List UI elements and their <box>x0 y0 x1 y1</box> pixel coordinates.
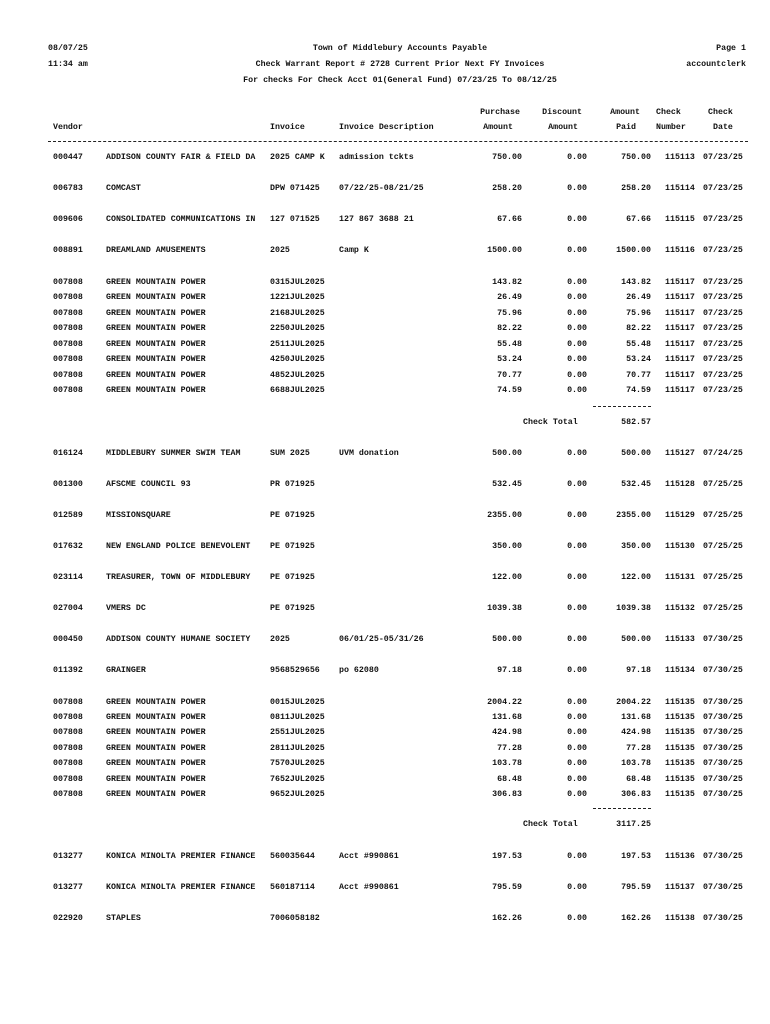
invoice-number: 2511JUL2025 <box>270 340 325 349</box>
vendor-name: CONSOLIDATED COMMUNICATIONS IN <box>106 215 256 224</box>
invoice-number: 560035644 <box>270 852 315 861</box>
discount-amount: 0.00 <box>567 355 587 364</box>
discount-amount: 0.00 <box>567 449 587 458</box>
check-number: 115133 <box>665 635 695 644</box>
vendor-id: 013277 <box>53 852 83 861</box>
amount-paid: 70.77 <box>626 371 651 380</box>
discount-amount: 0.00 <box>567 293 587 302</box>
amount-paid: 1500.00 <box>616 246 651 255</box>
purchase-amount: 26.49 <box>497 293 522 302</box>
check-number: 115117 <box>665 278 695 287</box>
invoice-number: PE 071925 <box>270 542 315 551</box>
check-number: 115132 <box>665 604 695 613</box>
amount-paid: 500.00 <box>621 449 651 458</box>
check-number: 115128 <box>665 480 695 489</box>
purchase-amount: 1500.00 <box>487 246 522 255</box>
check-number: 115138 <box>665 914 695 923</box>
purchase-amount: 74.59 <box>497 386 522 395</box>
page-number: Page 1 <box>716 44 746 53</box>
subtotal-rule <box>593 808 651 809</box>
vendor-id: 000447 <box>53 153 83 162</box>
invoice-number: 6688JUL2025 <box>270 386 325 395</box>
purchase-amount: 53.24 <box>497 355 522 364</box>
purchase-amount: 500.00 <box>492 449 522 458</box>
discount-amount: 0.00 <box>567 790 587 799</box>
vendor-name: GREEN MOUNTAIN POWER <box>106 759 206 768</box>
check-number: 115134 <box>665 666 695 675</box>
vendor-id: 007808 <box>53 340 83 349</box>
amount-paid: 500.00 <box>621 635 651 644</box>
purchase-amount: 97.18 <box>497 666 522 675</box>
purchase-amount: 55.48 <box>497 340 522 349</box>
vendor-id: 007808 <box>53 698 83 707</box>
vendor-id: 000450 <box>53 635 83 644</box>
check-date: 07/24/25 <box>703 449 743 458</box>
invoice-description: 06/01/25-05/31/26 <box>339 635 424 644</box>
purchase-amount: 424.98 <box>492 728 522 737</box>
invoice-number: 0015JUL2025 <box>270 698 325 707</box>
vendor-name: GREEN MOUNTAIN POWER <box>106 790 206 799</box>
discount-amount: 0.00 <box>567 511 587 520</box>
report-subtitle: Check Warrant Report # 2728 Current Prior Next FY Invoices <box>255 60 545 69</box>
invoice-number: 2025 <box>270 246 290 255</box>
invoice-number: 7570JUL2025 <box>270 759 325 768</box>
check-number: 115131 <box>665 573 695 582</box>
purchase-amount: 143.82 <box>492 278 522 287</box>
discount-amount: 0.00 <box>567 666 587 675</box>
invoice-number: 4250JUL2025 <box>270 355 325 364</box>
amount-paid: 131.68 <box>621 713 651 722</box>
check-date: 07/30/25 <box>703 713 743 722</box>
discount-amount: 0.00 <box>567 635 587 644</box>
check-number: 115135 <box>665 744 695 753</box>
invoice-number: PR 071925 <box>270 480 315 489</box>
purchase-amount: 131.68 <box>492 713 522 722</box>
check-total-amount: 3117.25 <box>616 820 651 829</box>
purchase-amount: 350.00 <box>492 542 522 551</box>
vendor-name: GREEN MOUNTAIN POWER <box>106 713 206 722</box>
vendor-name: GREEN MOUNTAIN POWER <box>106 278 206 287</box>
vendor-id: 007808 <box>53 309 83 318</box>
check-date: 07/30/25 <box>703 728 743 737</box>
amount-paid: 67.66 <box>626 215 651 224</box>
discount-amount: 0.00 <box>567 713 587 722</box>
check-number: 115117 <box>665 371 695 380</box>
invoice-number: 2811JUL2025 <box>270 744 325 753</box>
vendor-id: 007808 <box>53 790 83 799</box>
check-number: 115117 <box>665 355 695 364</box>
discount-amount: 0.00 <box>567 246 587 255</box>
vendor-name: GREEN MOUNTAIN POWER <box>106 324 206 333</box>
invoice-number: 2025 <box>270 635 290 644</box>
vendor-id: 007808 <box>53 324 83 333</box>
amount-paid: 75.96 <box>626 309 651 318</box>
check-date: 07/25/25 <box>703 480 743 489</box>
col-paid-line1: Amount <box>610 108 640 117</box>
vendor-id: 001300 <box>53 480 83 489</box>
invoice-number: 9568529656 <box>270 666 320 675</box>
vendor-name: GREEN MOUNTAIN POWER <box>106 775 206 784</box>
discount-amount: 0.00 <box>567 371 587 380</box>
purchase-amount: 122.00 <box>492 573 522 582</box>
purchase-amount: 77.28 <box>497 744 522 753</box>
discount-amount: 0.00 <box>567 744 587 753</box>
invoice-number: 9652JUL2025 <box>270 790 325 799</box>
vendor-id: 007808 <box>53 759 83 768</box>
col-paid-line2: Paid <box>616 123 636 132</box>
check-date: 07/23/25 <box>703 184 743 193</box>
discount-amount: 0.00 <box>567 759 587 768</box>
vendor-name: GREEN MOUNTAIN POWER <box>106 355 206 364</box>
vendor-id: 007808 <box>53 728 83 737</box>
amount-paid: 82.22 <box>626 324 651 333</box>
check-total-label: Check Total <box>523 820 578 829</box>
vendor-id: 011392 <box>53 666 83 675</box>
col-vendor: Vendor <box>53 123 83 132</box>
check-number: 115117 <box>665 309 695 318</box>
amount-paid: 306.83 <box>621 790 651 799</box>
check-date: 07/30/25 <box>703 759 743 768</box>
invoice-description: admission tckts <box>339 153 414 162</box>
amount-paid: 103.78 <box>621 759 651 768</box>
invoice-description: UVM donation <box>339 449 399 458</box>
check-number: 115127 <box>665 449 695 458</box>
check-number: 115114 <box>665 184 695 193</box>
discount-amount: 0.00 <box>567 883 587 892</box>
amount-paid: 2355.00 <box>616 511 651 520</box>
invoice-number: 0315JUL2025 <box>270 278 325 287</box>
discount-amount: 0.00 <box>567 309 587 318</box>
vendor-id: 007808 <box>53 744 83 753</box>
check-date: 07/30/25 <box>703 914 743 923</box>
invoice-description: po 62080 <box>339 666 379 675</box>
check-number: 115135 <box>665 698 695 707</box>
amount-paid: 750.00 <box>621 153 651 162</box>
invoice-description: 07/22/25-08/21/25 <box>339 184 424 193</box>
discount-amount: 0.00 <box>567 184 587 193</box>
invoice-description: Acct #990861 <box>339 852 399 861</box>
discount-amount: 0.00 <box>567 153 587 162</box>
check-number: 115116 <box>665 246 695 255</box>
vendor-id: 007808 <box>53 371 83 380</box>
vendor-id: 006783 <box>53 184 83 193</box>
invoice-description: Camp K <box>339 246 369 255</box>
amount-paid: 97.18 <box>626 666 651 675</box>
vendor-id: 009606 <box>53 215 83 224</box>
invoice-number: 2025 CAMP K <box>270 153 325 162</box>
check-date: 07/30/25 <box>703 883 743 892</box>
purchase-amount: 162.26 <box>492 914 522 923</box>
vendor-name: KONICA MINOLTA PREMIER FINANCE <box>106 852 256 861</box>
purchase-amount: 258.20 <box>492 184 522 193</box>
purchase-amount: 750.00 <box>492 153 522 162</box>
col-checknum-line2: Number <box>656 123 686 132</box>
discount-amount: 0.00 <box>567 775 587 784</box>
amount-paid: 795.59 <box>621 883 651 892</box>
invoice-number: 4852JUL2025 <box>270 371 325 380</box>
discount-amount: 0.00 <box>567 340 587 349</box>
amount-paid: 55.48 <box>626 340 651 349</box>
invoice-description: Acct #990861 <box>339 883 399 892</box>
header-separator <box>48 141 748 142</box>
vendor-name: KONICA MINOLTA PREMIER FINANCE <box>106 883 256 892</box>
amount-paid: 122.00 <box>621 573 651 582</box>
discount-amount: 0.00 <box>567 480 587 489</box>
vendor-name: GREEN MOUNTAIN POWER <box>106 309 206 318</box>
amount-paid: 258.20 <box>621 184 651 193</box>
purchase-amount: 1039.38 <box>487 604 522 613</box>
report-user: accountclerk <box>686 60 746 69</box>
vendor-id: 027004 <box>53 604 83 613</box>
invoice-number: PE 071925 <box>270 511 315 520</box>
col-checkdate-line1: Check <box>708 108 733 117</box>
amount-paid: 424.98 <box>621 728 651 737</box>
vendor-id: 007808 <box>53 713 83 722</box>
purchase-amount: 67.66 <box>497 215 522 224</box>
check-date: 07/23/25 <box>703 278 743 287</box>
discount-amount: 0.00 <box>567 698 587 707</box>
check-date: 07/23/25 <box>703 324 743 333</box>
check-number: 115117 <box>665 386 695 395</box>
invoice-number: 7006058182 <box>270 914 320 923</box>
check-number: 115113 <box>665 153 695 162</box>
discount-amount: 0.00 <box>567 728 587 737</box>
check-number: 115117 <box>665 340 695 349</box>
vendor-name: STAPLES <box>106 914 141 923</box>
check-date: 07/30/25 <box>703 666 743 675</box>
vendor-name: TREASURER, TOWN OF MIDDLEBURY <box>106 573 251 582</box>
vendor-name: GREEN MOUNTAIN POWER <box>106 293 206 302</box>
check-number: 115135 <box>665 775 695 784</box>
subtotal-rule <box>593 406 651 407</box>
vendor-id: 007808 <box>53 293 83 302</box>
invoice-number: 560187114 <box>270 883 315 892</box>
col-checkdate-line2: Date <box>713 123 733 132</box>
vendor-name: AFSCME COUNCIL 93 <box>106 480 191 489</box>
report-criteria: For checks For Check Acct 01(General Fund) 07/23/25 To 08/12/25 <box>243 76 557 85</box>
check-date: 07/23/25 <box>703 371 743 380</box>
vendor-name: VMERS DC <box>106 604 146 613</box>
invoice-number: 0811JUL2025 <box>270 713 325 722</box>
discount-amount: 0.00 <box>567 914 587 923</box>
check-date: 07/23/25 <box>703 153 743 162</box>
discount-amount: 0.00 <box>567 386 587 395</box>
check-number: 115135 <box>665 790 695 799</box>
amount-paid: 350.00 <box>621 542 651 551</box>
check-date: 07/23/25 <box>703 293 743 302</box>
invoice-number: 2168JUL2025 <box>270 309 325 318</box>
check-number: 115130 <box>665 542 695 551</box>
invoice-number: PE 071925 <box>270 604 315 613</box>
amount-paid: 2004.22 <box>616 698 651 707</box>
check-date: 07/30/25 <box>703 698 743 707</box>
check-date: 07/23/25 <box>703 340 743 349</box>
discount-amount: 0.00 <box>567 324 587 333</box>
check-number: 115137 <box>665 883 695 892</box>
check-date: 07/25/25 <box>703 542 743 551</box>
amount-paid: 68.48 <box>626 775 651 784</box>
check-date: 07/25/25 <box>703 573 743 582</box>
vendor-name: GREEN MOUNTAIN POWER <box>106 371 206 380</box>
discount-amount: 0.00 <box>567 278 587 287</box>
check-date: 07/30/25 <box>703 852 743 861</box>
check-number: 115135 <box>665 728 695 737</box>
discount-amount: 0.00 <box>567 542 587 551</box>
check-date: 07/30/25 <box>703 635 743 644</box>
report-date: 08/07/25 <box>48 44 88 53</box>
report-time: 11:34 am <box>48 60 88 69</box>
check-number: 115136 <box>665 852 695 861</box>
check-date: 07/23/25 <box>703 386 743 395</box>
amount-paid: 77.28 <box>626 744 651 753</box>
col-purchase-line2: Amount <box>483 123 513 132</box>
vendor-id: 023114 <box>53 573 83 582</box>
amount-paid: 74.59 <box>626 386 651 395</box>
check-total-amount: 582.57 <box>621 418 651 427</box>
discount-amount: 0.00 <box>567 573 587 582</box>
vendor-name: GREEN MOUNTAIN POWER <box>106 698 206 707</box>
purchase-amount: 68.48 <box>497 775 522 784</box>
purchase-amount: 70.77 <box>497 371 522 380</box>
vendor-name: COMCAST <box>106 184 141 193</box>
amount-paid: 53.24 <box>626 355 651 364</box>
check-date: 07/25/25 <box>703 604 743 613</box>
check-date: 07/23/25 <box>703 215 743 224</box>
purchase-amount: 532.45 <box>492 480 522 489</box>
check-date: 07/23/25 <box>703 246 743 255</box>
check-number: 115117 <box>665 324 695 333</box>
discount-amount: 0.00 <box>567 604 587 613</box>
check-date: 07/23/25 <box>703 309 743 318</box>
invoice-number: PE 071925 <box>270 573 315 582</box>
vendor-id: 007808 <box>53 775 83 784</box>
invoice-number: 2250JUL2025 <box>270 324 325 333</box>
amount-paid: 197.53 <box>621 852 651 861</box>
vendor-id: 008891 <box>53 246 83 255</box>
vendor-name: DREAMLAND AMUSEMENTS <box>106 246 206 255</box>
purchase-amount: 795.59 <box>492 883 522 892</box>
check-number: 115135 <box>665 713 695 722</box>
amount-paid: 532.45 <box>621 480 651 489</box>
vendor-id: 013277 <box>53 883 83 892</box>
invoice-number: 1221JUL2025 <box>270 293 325 302</box>
col-invoice: Invoice <box>270 123 305 132</box>
vendor-name: ADDISON COUNTY HUMANE SOCIETY <box>106 635 251 644</box>
discount-amount: 0.00 <box>567 215 587 224</box>
vendor-id: 017632 <box>53 542 83 551</box>
col-purchase-line1: Purchase <box>480 108 520 117</box>
col-description: Invoice Description <box>339 123 434 132</box>
vendor-name: GREEN MOUNTAIN POWER <box>106 386 206 395</box>
invoice-description: 127 867 3688 21 <box>339 215 414 224</box>
vendor-name: MIDDLEBURY SUMMER SWIM TEAM <box>106 449 241 458</box>
vendor-name: MISSIONSQUARE <box>106 511 171 520</box>
invoice-number: 127 071525 <box>270 215 320 224</box>
col-checknum-line1: Check <box>656 108 681 117</box>
invoice-number: SUM 2025 <box>270 449 310 458</box>
purchase-amount: 197.53 <box>492 852 522 861</box>
check-number: 115129 <box>665 511 695 520</box>
vendor-name: ADDISON COUNTY FAIR & FIELD DA <box>106 153 256 162</box>
check-date: 07/23/25 <box>703 355 743 364</box>
check-date: 07/30/25 <box>703 790 743 799</box>
vendor-name: GREEN MOUNTAIN POWER <box>106 728 206 737</box>
check-date: 07/25/25 <box>703 511 743 520</box>
check-date: 07/30/25 <box>703 775 743 784</box>
purchase-amount: 75.96 <box>497 309 522 318</box>
report-title: Town of Middlebury Accounts Payable <box>312 44 488 53</box>
vendor-name: GREEN MOUNTAIN POWER <box>106 340 206 349</box>
purchase-amount: 306.83 <box>492 790 522 799</box>
vendor-id: 007808 <box>53 355 83 364</box>
amount-paid: 143.82 <box>621 278 651 287</box>
col-discount-line2: Amount <box>548 123 578 132</box>
check-number: 115115 <box>665 215 695 224</box>
invoice-number: 2551JUL2025 <box>270 728 325 737</box>
vendor-id: 007808 <box>53 386 83 395</box>
check-total-label: Check Total <box>523 418 578 427</box>
discount-amount: 0.00 <box>567 852 587 861</box>
amount-paid: 1039.38 <box>616 604 651 613</box>
vendor-name: NEW ENGLAND POLICE BENEVOLENT <box>106 542 251 551</box>
amount-paid: 162.26 <box>621 914 651 923</box>
invoice-number: 7652JUL2025 <box>270 775 325 784</box>
vendor-id: 012589 <box>53 511 83 520</box>
amount-paid: 26.49 <box>626 293 651 302</box>
check-date: 07/30/25 <box>703 744 743 753</box>
vendor-id: 022920 <box>53 914 83 923</box>
purchase-amount: 103.78 <box>492 759 522 768</box>
vendor-id: 007808 <box>53 278 83 287</box>
purchase-amount: 500.00 <box>492 635 522 644</box>
invoice-number: DPW 071425 <box>270 184 320 193</box>
purchase-amount: 82.22 <box>497 324 522 333</box>
vendor-id: 016124 <box>53 449 83 458</box>
vendor-name: GREEN MOUNTAIN POWER <box>106 744 206 753</box>
vendor-name: GRAINGER <box>106 666 146 675</box>
check-number: 115135 <box>665 759 695 768</box>
purchase-amount: 2355.00 <box>487 511 522 520</box>
check-number: 115117 <box>665 293 695 302</box>
purchase-amount: 2004.22 <box>487 698 522 707</box>
col-discount-line1: Discount <box>542 108 582 117</box>
